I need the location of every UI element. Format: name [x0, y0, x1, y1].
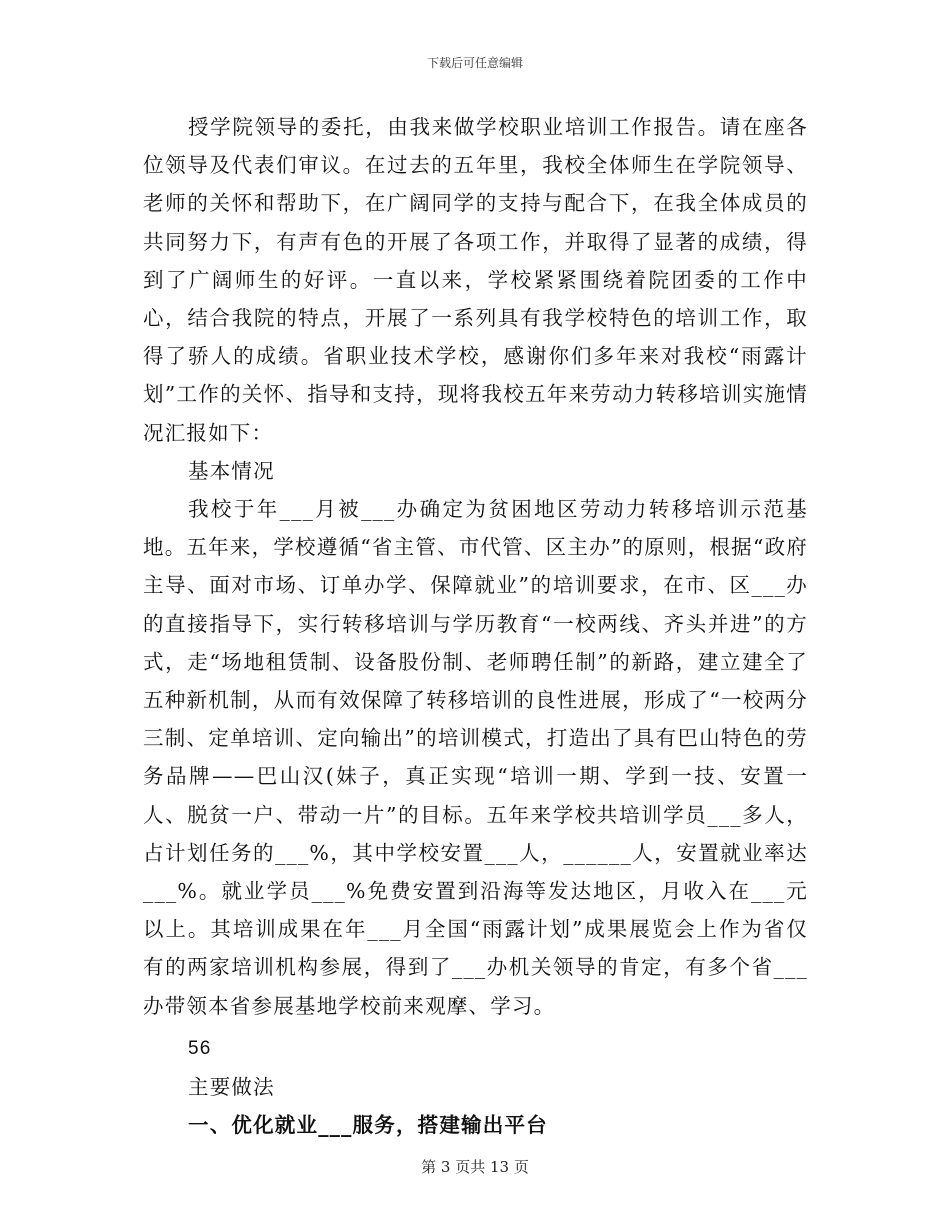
section-heading-basic-situation: 基本情况 [188, 458, 275, 483]
document-body [143, 108, 808, 1144]
page-number-text: 56 [188, 1037, 212, 1059]
intro-paragraph: 授学院领导的委托，由我来做学校职业培训工作报告。请在座各位领导及代表们审议。在过去的五年里，我校全体师生在学院领导、老师的关怀和帮助下，在广阔同学的支持与配合下，在我全体成员的共同努力下，有声有色的开展了各项工作，并取得了显著的成绩，得到了广阔师生的好评。一直以来，学校紧紧围绕着院团委的工作中心，结合我院的特点，开展了一系列具有我学校特色的培训工作，取得了骄人的成绩。省职业技术学校，感谢你们多年来对我校“雨露计划”工作的关怀、指导和支持，现将我校五年来劳动力转移培训实施情况汇报如下： [143, 115, 808, 445]
page-footer: 第 3 页共 13 页 [421, 1158, 529, 1176]
section-heading-main-practices: 主要做法 [188, 1074, 275, 1099]
page-header: 下载后可任意编辑 [426, 56, 523, 70]
basic-situation-paragraph: 我校于年___月被___办确定为贫困地区劳动力转移培训示范基地。五年来，学校遵循“省主管、市代管、区主办”的原则，根据“政府主导、面对市场、订单办学、保障就业”的培训要求，在市、区___办的直接指导下，实行转移培训与学历教育“一校两线、齐头并进”的方式，走“场地租赁制、设备股份制、老师聘任制”的新路，建立建全了五种新机制，从而有效保障了转移培训的良性进展，形成了“一校两分三制、定单培训、定向输出”的培训模式，打造出了具有巴山特色的劳务品牌——巴山汉(妹子，真正实现“培训一期、学到一技、安置一人、脱贫一户、带动一片”的目标。五年来学校共培训学员___多人，占计划任务的___%，其中学校安置___人，______人，安置就业率达___%。就业学员___%免费安置到沿海等发达地区，月收入在___元以上。其培训成果在年___月全国“雨露计划”成果展览会上作为省仅有的两家培训机构参展，得到了___办机关领导的肯定，有多个省___办带领本省参展基地学校前来观摩、学习。 [143, 497, 808, 1018]
subsection-heading-1: 一、优化就业___服务，搭建输出平台 [188, 1113, 548, 1138]
